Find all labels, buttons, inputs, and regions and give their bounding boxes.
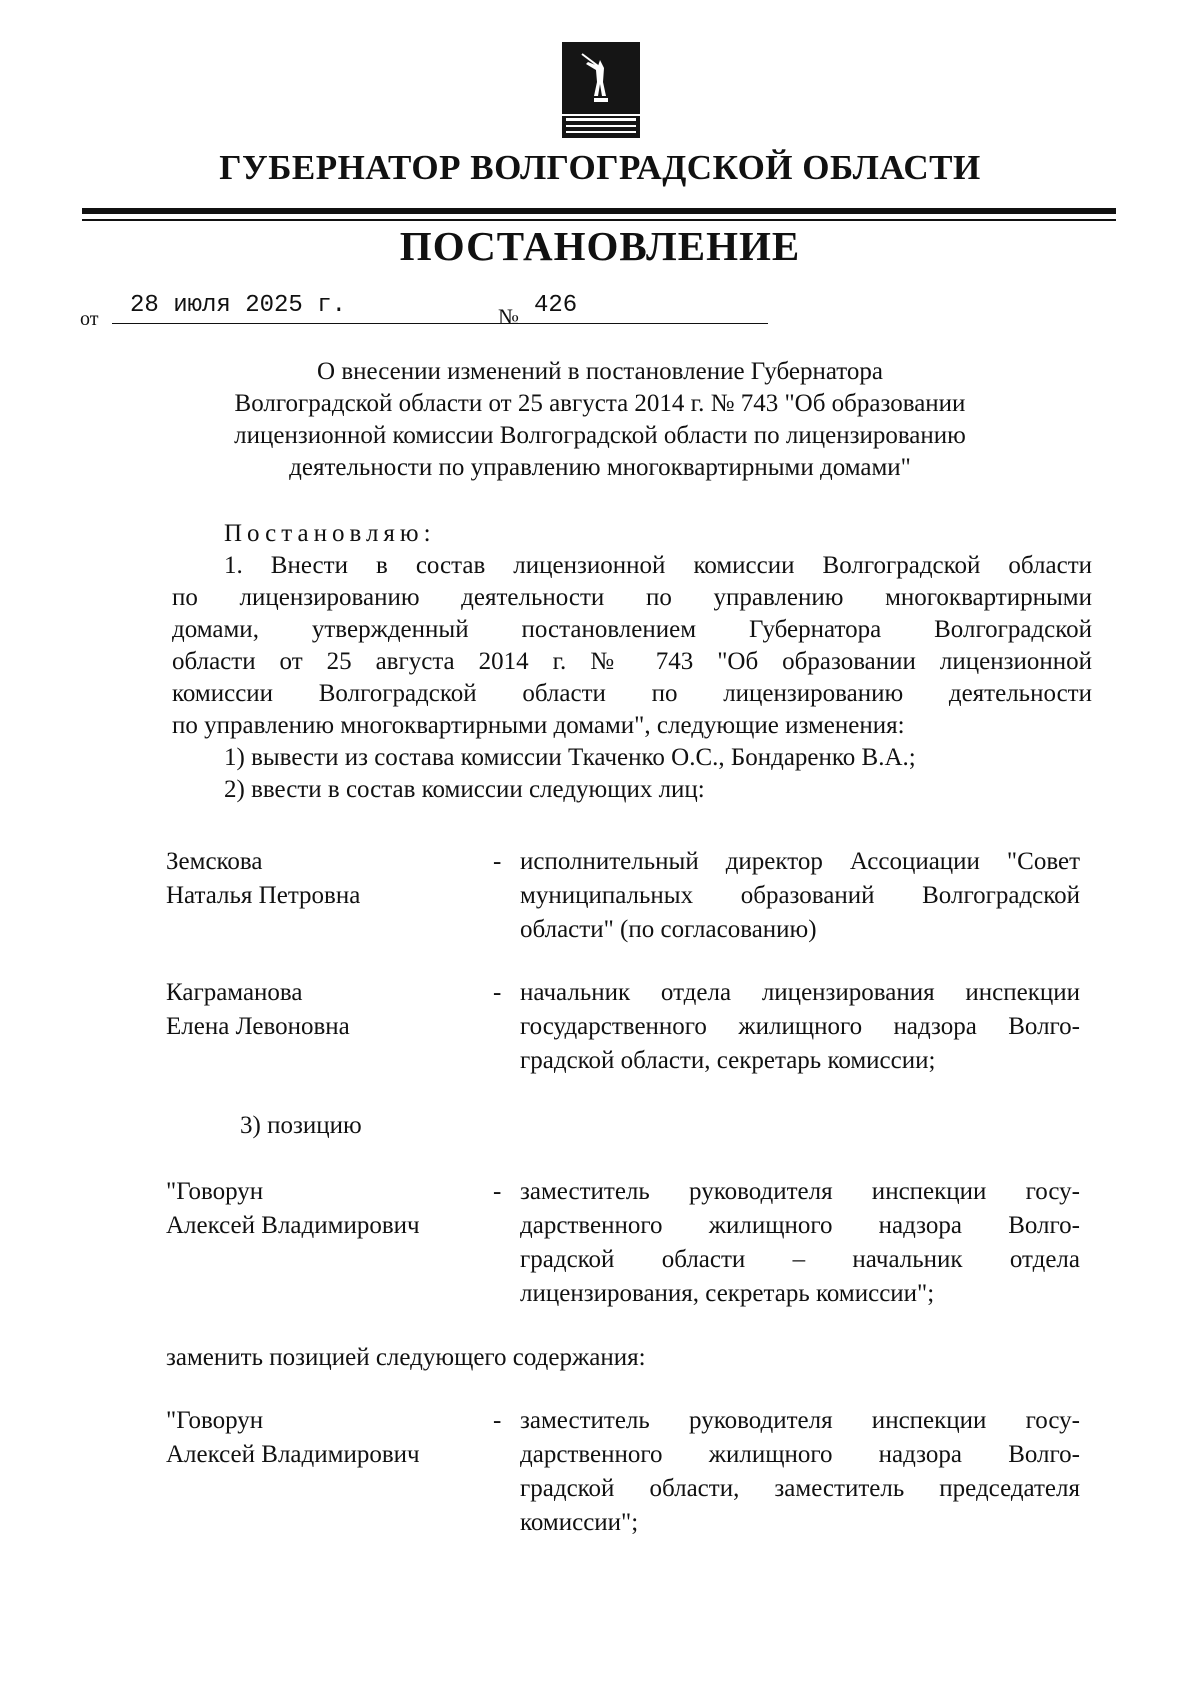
member-name bbox=[166, 1404, 466, 1472]
document-type-title: ПОСТАНОВЛЕНИЕ bbox=[399, 223, 801, 269]
body-line: комиссии Волгоградской области по лицензированию деятельности bbox=[172, 680, 1092, 707]
body-line: по управлению многоквартирными домами", следующие изменения: bbox=[172, 712, 905, 739]
issuing-authority: ГУБЕРНАТОР ВОЛГОГРАДСКОЙ ОБЛАСТИ bbox=[219, 148, 981, 187]
member-surname: "Говорун bbox=[166, 1178, 264, 1205]
member-name bbox=[166, 1175, 466, 1243]
body-line: по лицензированию деятельности по управлению многоквартирными bbox=[172, 584, 1092, 611]
member-given-names: Наталья Петровна bbox=[166, 882, 361, 909]
document-subject bbox=[160, 356, 1040, 484]
subject-line: Волгоградской области от 25 августа 2014 г. № 743 "Об образовании bbox=[234, 390, 966, 417]
coat-of-arms-emblem bbox=[560, 40, 642, 140]
member-position: заместитель руководителя инспекции госу- дарственного жилищного надзора Волго- градской области – начальник отдела лицензирования, секретарь комиссии"; bbox=[520, 1178, 1080, 1307]
member-position: заместитель руководителя инспекции госу- дарственного жилищного надзора Волго- градской области, заместитель председателя комиссии"; bbox=[520, 1407, 1080, 1536]
member-surname: Земскова bbox=[166, 848, 263, 875]
header-rule-thin bbox=[82, 219, 1116, 221]
member-name bbox=[166, 845, 466, 913]
number-prefix: № bbox=[498, 304, 519, 329]
date-number-row bbox=[80, 292, 700, 332]
document-body bbox=[172, 518, 1092, 806]
member-given-names: Елена Левоновна bbox=[166, 1013, 350, 1040]
body-line: домами, утвержденный постановлением Губернатора Волгоградской bbox=[172, 616, 1092, 643]
item-3-label: 3) позицию bbox=[240, 1112, 362, 1139]
entry-dash: - bbox=[493, 979, 502, 1006]
subject-line: О внесении изменений в постановление Губернатора bbox=[317, 358, 883, 385]
header-rule-thick bbox=[82, 208, 1116, 214]
body-line: области от 25 августа 2014 г. № 743 "Об образовании лицензионной bbox=[172, 648, 1092, 675]
member-name bbox=[166, 976, 466, 1044]
body-line: 2) ввести в состав комиссии следующих лиц: bbox=[224, 776, 705, 803]
replace-instruction: заменить позицией следующего содержания: bbox=[166, 1344, 646, 1371]
subject-line: лицензионной комиссии Волгоградской области по лицензированию bbox=[234, 422, 966, 449]
document-date: 28 июля 2025 г. bbox=[112, 292, 570, 324]
member-position: начальник отдела лицензирования инспекции государственного жилищного надзора Волго- градской области, секретарь комиссии; bbox=[520, 979, 1080, 1074]
member-given-names: Алексей Владимирович bbox=[166, 1441, 420, 1468]
member-given-names: Алексей Владимирович bbox=[166, 1212, 420, 1239]
member-surname: "Говорун bbox=[166, 1407, 264, 1434]
entry-dash: - bbox=[493, 1407, 502, 1434]
entry-dash: - bbox=[493, 1178, 502, 1205]
date-prefix: от bbox=[80, 308, 99, 330]
member-surname: Каграманова bbox=[166, 979, 303, 1006]
body-line: 1. Внести в состав лицензионной комиссии Волгоградской области bbox=[224, 552, 1092, 579]
member-position: исполнительный директор Ассоциации "Совет муниципальных образований Волгоградской области" (по согласованию) bbox=[520, 848, 1080, 943]
entry-dash: - bbox=[493, 848, 502, 875]
body-line: 1) вывести из состава комиссии Ткаченко О.С., Бондаренко В.А.; bbox=[224, 744, 916, 771]
document-number: 426 bbox=[528, 292, 768, 324]
subject-line: деятельности по управлению многоквартирными домами" bbox=[289, 454, 911, 481]
decree-word: Постановляю: bbox=[224, 520, 436, 547]
